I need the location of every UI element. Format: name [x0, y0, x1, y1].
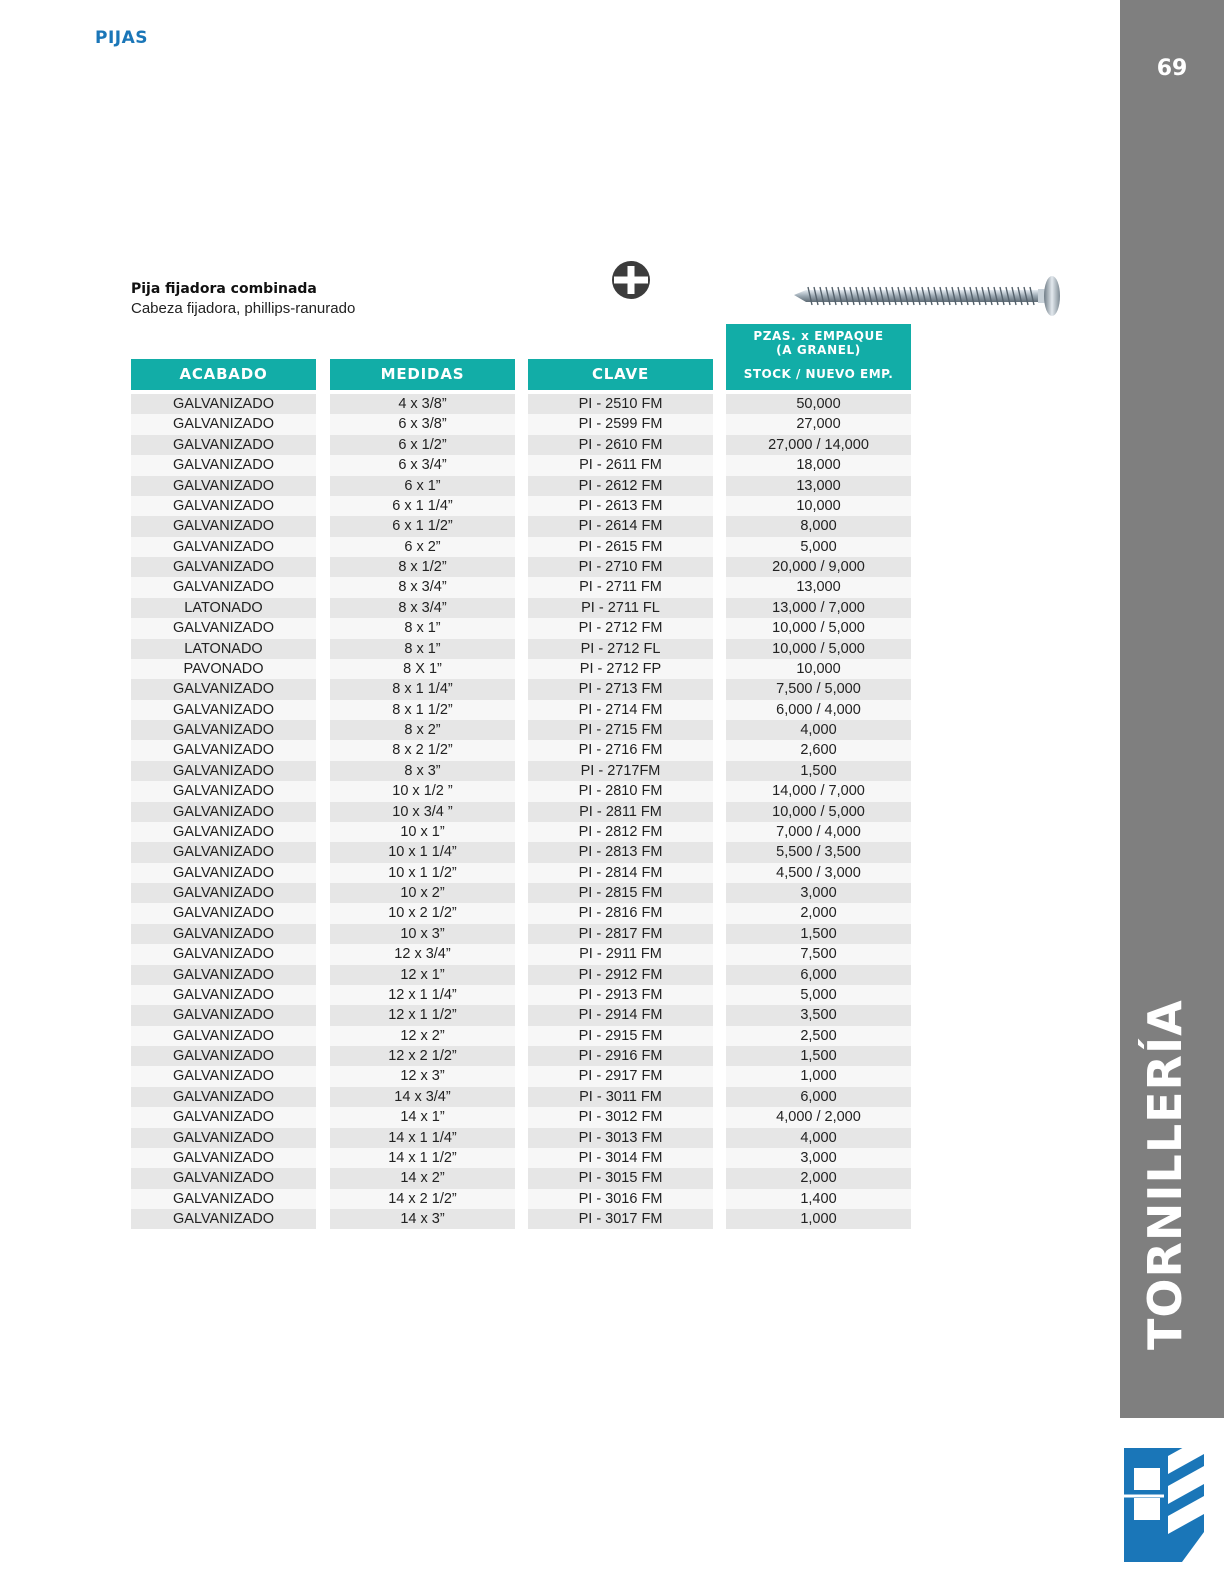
table-cell: 12 x 3/4” [330, 944, 515, 964]
table-cell: PI - 2611 FM [528, 455, 713, 475]
table-cell: PI - 3014 FM [528, 1148, 713, 1168]
table-cell: 10,000 / 5,000 [726, 639, 911, 659]
table-cell: GALVANIZADO [131, 903, 316, 923]
table-cell: PI - 2717FM [528, 761, 713, 781]
table-cell: 2,000 [726, 903, 911, 923]
table-cell: PI - 2613 FM [528, 496, 713, 516]
table-cell: GALVANIZADO [131, 1148, 316, 1168]
table-cell: PI - 2713 FM [528, 679, 713, 699]
table-cell: 6 x 3/4” [330, 455, 515, 475]
table-cell: PI - 2610 FM [528, 435, 713, 455]
table-cell: PI - 2614 FM [528, 516, 713, 536]
table-cell: PI - 2916 FM [528, 1046, 713, 1066]
table-cell: 2,000 [726, 1168, 911, 1188]
table-cell: 14 x 2” [330, 1168, 515, 1188]
table-cell: 13,000 / 7,000 [726, 598, 911, 618]
table-cell: 14 x 1 1/2” [330, 1148, 515, 1168]
table-cell: GALVANIZADO [131, 781, 316, 801]
table-cell: 8 x 1” [330, 618, 515, 638]
table-cell: GALVANIZADO [131, 863, 316, 883]
header-empaque-line2: (A GRANEL) [776, 343, 861, 357]
table-cell: 10 x 1 1/2” [330, 863, 515, 883]
table-cell: 10 x 3/4 ” [330, 802, 515, 822]
table-cell: PI - 3012 FM [528, 1107, 713, 1127]
table-cell: 12 x 3” [330, 1066, 515, 1086]
table-cell: PI - 2711 FM [528, 577, 713, 597]
table-cell: GALVANIZADO [131, 720, 316, 740]
table-cell: 5,000 [726, 985, 911, 1005]
table-cell: 6,000 [726, 965, 911, 985]
table-cell: 6 x 1” [330, 476, 515, 496]
table-cell: 10,000 / 5,000 [726, 802, 911, 822]
table-cell: PI - 2714 FM [528, 700, 713, 720]
table-cell: PI - 2811 FM [528, 802, 713, 822]
table-cell: 5,000 [726, 537, 911, 557]
table-cell: 7,000 / 4,000 [726, 822, 911, 842]
table-cell: GALVANIZADO [131, 1087, 316, 1107]
table-cell: GALVANIZADO [131, 1046, 316, 1066]
table-cell: PI - 2810 FM [528, 781, 713, 801]
table-cell: 14 x 1 1/4” [330, 1128, 515, 1148]
header-empaque-line3: STOCK / NUEVO EMP. [743, 367, 894, 381]
table-cell: 8 x 1 1/2” [330, 700, 515, 720]
table-cell: GALVANIZADO [131, 883, 316, 903]
table-cell: PI - 2812 FM [528, 822, 713, 842]
table-cell: PI - 2913 FM [528, 985, 713, 1005]
table-cell: 4 x 3/8” [330, 394, 515, 414]
table-cell: GALVANIZADO [131, 1066, 316, 1086]
table-cell: 50,000 [726, 394, 911, 414]
table-cell: GALVANIZADO [131, 822, 316, 842]
table-cell: PI - 2814 FM [528, 863, 713, 883]
table-cell: 14 x 2 1/2” [330, 1189, 515, 1209]
table-cell: 4,000 / 2,000 [726, 1107, 911, 1127]
table-cell: 8 x 1 1/4” [330, 679, 515, 699]
table-cell: GALVANIZADO [131, 761, 316, 781]
table-cell: PI - 2815 FM [528, 883, 713, 903]
table-cell: PI - 2615 FM [528, 537, 713, 557]
table-cell: PI - 2914 FM [528, 1005, 713, 1025]
table-cell: PI - 3013 FM [528, 1128, 713, 1148]
table-cell: 6 x 1 1/2” [330, 516, 515, 536]
table-cell: GALVANIZADO [131, 1168, 316, 1188]
table-cell: 13,000 [726, 476, 911, 496]
table-cell: GALVANIZADO [131, 944, 316, 964]
table-cell: GALVANIZADO [131, 435, 316, 455]
table-cell: GALVANIZADO [131, 1107, 316, 1127]
table-cell: 8,000 [726, 516, 911, 536]
table-cell: 6 x 3/8” [330, 414, 515, 434]
table-cell: 8 X 1” [330, 659, 515, 679]
table-cell: 7,500 [726, 944, 911, 964]
table-cell: 10 x 1/2 ” [330, 781, 515, 801]
table-cell: PI - 2917 FM [528, 1066, 713, 1086]
table-cell: PI - 2712 FM [528, 618, 713, 638]
table-cell: PI - 2816 FM [528, 903, 713, 923]
table-cell: 12 x 1 1/2” [330, 1005, 515, 1025]
table-cell: GALVANIZADO [131, 516, 316, 536]
table-cell: GALVANIZADO [131, 1189, 316, 1209]
table-cell: 27,000 / 14,000 [726, 435, 911, 455]
table-cell: 1,000 [726, 1209, 911, 1229]
table-cell: 14 x 3/4” [330, 1087, 515, 1107]
table-cell: 3,000 [726, 1148, 911, 1168]
table-cell: 6 x 1/2” [330, 435, 515, 455]
table-cell: 27,000 [726, 414, 911, 434]
table-cell: 7,500 / 5,000 [726, 679, 911, 699]
table-cell: 8 x 3/4” [330, 577, 515, 597]
table-cell: GALVANIZADO [131, 577, 316, 597]
table-cell: PI - 2911 FM [528, 944, 713, 964]
table-cell: 14 x 3” [330, 1209, 515, 1229]
rows-acabado [131, 394, 316, 1229]
table-cell: PI - 2915 FM [528, 1026, 713, 1046]
table-cell: 10 x 3” [330, 924, 515, 944]
header-empaque [726, 324, 911, 390]
table-cell: GALVANIZADO [131, 1005, 316, 1025]
table-cell: 6 x 2” [330, 537, 515, 557]
rows-medidas [330, 394, 515, 1229]
table-cell: PI - 2813 FM [528, 842, 713, 862]
table-cell: PI - 2715 FM [528, 720, 713, 740]
table-cell: PI - 3011 FM [528, 1087, 713, 1107]
table-cell: GALVANIZADO [131, 985, 316, 1005]
phillips-slot-icon [611, 260, 651, 300]
table-cell: PI - 2612 FM [528, 476, 713, 496]
table-cell: PI - 2599 FM [528, 414, 713, 434]
product-subtitle: Cabeza fijadora, phillips-ranurado [131, 300, 356, 317]
table-cell: PI - 3016 FM [528, 1189, 713, 1209]
table-cell: GALVANIZADO [131, 1209, 316, 1229]
table-cell: PI - 2710 FM [528, 557, 713, 577]
table-cell: LATONADO [131, 598, 316, 618]
table-cell: GALVANIZADO [131, 496, 316, 516]
table-cell: 1,500 [726, 1046, 911, 1066]
table-cell: 8 x 1” [330, 639, 515, 659]
table-cell: PI - 2912 FM [528, 965, 713, 985]
table-cell: 12 x 2 1/2” [330, 1046, 515, 1066]
table-cell: 3,500 [726, 1005, 911, 1025]
table-cell: 10,000 [726, 659, 911, 679]
table-cell: 8 x 3” [330, 761, 515, 781]
table-cell: 1,500 [726, 761, 911, 781]
header-medidas: MEDIDAS [330, 359, 515, 390]
table-cell: 18,000 [726, 455, 911, 475]
rows-empaque [726, 394, 911, 1229]
table-cell: 14,000 / 7,000 [726, 781, 911, 801]
table-cell: 4,000 [726, 720, 911, 740]
table-cell: 4,000 [726, 1128, 911, 1148]
table-cell: GALVANIZADO [131, 394, 316, 414]
table-cell: GALVANIZADO [131, 1128, 316, 1148]
table-cell: GALVANIZADO [131, 842, 316, 862]
table-cell: 12 x 1 1/4” [330, 985, 515, 1005]
brand-logo-icon [1124, 1436, 1204, 1562]
table-cell: 10 x 2 1/2” [330, 903, 515, 923]
sidebar-title: TORNILLERÍA [1138, 999, 1192, 1350]
table-cell: 10 x 1 1/4” [330, 842, 515, 862]
table-cell: 12 x 1” [330, 965, 515, 985]
table-cell: 3,000 [726, 883, 911, 903]
table-cell: 2,600 [726, 740, 911, 760]
table-cell: PI - 3017 FM [528, 1209, 713, 1229]
header-acabado: ACABADO [131, 359, 316, 390]
table-cell: GALVANIZADO [131, 924, 316, 944]
table-cell: PI - 2712 FL [528, 639, 713, 659]
table-cell: GALVANIZADO [131, 476, 316, 496]
table-cell: 6 x 1 1/4” [330, 496, 515, 516]
table-cell: GALVANIZADO [131, 1026, 316, 1046]
table-cell: 8 x 2” [330, 720, 515, 740]
table-cell: 10 x 1” [330, 822, 515, 842]
header-empaque-line1: PZAS. x EMPAQUE [753, 329, 884, 343]
rows-clave [528, 394, 713, 1229]
table-cell: PI - 2510 FM [528, 394, 713, 414]
table-cell: PI - 2712 FP [528, 659, 713, 679]
page-number: 69 [1156, 56, 1188, 81]
table-cell: GALVANIZADO [131, 700, 316, 720]
table-cell: GALVANIZADO [131, 618, 316, 638]
table-cell: 8 x 2 1/2” [330, 740, 515, 760]
table-cell: GALVANIZADO [131, 455, 316, 475]
table-cell: 8 x 1/2” [330, 557, 515, 577]
table-cell: GALVANIZADO [131, 802, 316, 822]
sidebar [1120, 0, 1224, 1418]
product-title: Pija fijadora combinada [131, 281, 317, 297]
table-cell: 1,400 [726, 1189, 911, 1209]
table-cell: PI - 2817 FM [528, 924, 713, 944]
table-cell: 5,500 / 3,500 [726, 842, 911, 862]
table-cell: PI - 2711 FL [528, 598, 713, 618]
table-cell: 13,000 [726, 577, 911, 597]
table-cell: 14 x 1” [330, 1107, 515, 1127]
table-cell: GALVANIZADO [131, 537, 316, 557]
header-clave: CLAVE [528, 359, 713, 390]
table-cell: PAVONADO [131, 659, 316, 679]
table-cell: 6,000 / 4,000 [726, 700, 911, 720]
table-cell: 2,500 [726, 1026, 911, 1046]
table-cell: GALVANIZADO [131, 965, 316, 985]
table-cell: 1,500 [726, 924, 911, 944]
table-cell: 12 x 2” [330, 1026, 515, 1046]
section-label: PIJAS [95, 28, 149, 48]
table-cell: GALVANIZADO [131, 414, 316, 434]
table-cell: LATONADO [131, 639, 316, 659]
table-cell: 10,000 / 5,000 [726, 618, 911, 638]
table-cell: GALVANIZADO [131, 740, 316, 760]
table-cell: 10,000 [726, 496, 911, 516]
table-cell: GALVANIZADO [131, 679, 316, 699]
table-cell: 20,000 / 9,000 [726, 557, 911, 577]
table-cell: PI - 2716 FM [528, 740, 713, 760]
table-cell: PI - 3015 FM [528, 1168, 713, 1188]
table-cell: 10 x 2” [330, 883, 515, 903]
table-cell: GALVANIZADO [131, 557, 316, 577]
table-cell: 6,000 [726, 1087, 911, 1107]
table-cell: 8 x 3/4” [330, 598, 515, 618]
screw-image [794, 276, 1064, 322]
table-cell: 4,500 / 3,000 [726, 863, 911, 883]
table-cell: 1,000 [726, 1066, 911, 1086]
